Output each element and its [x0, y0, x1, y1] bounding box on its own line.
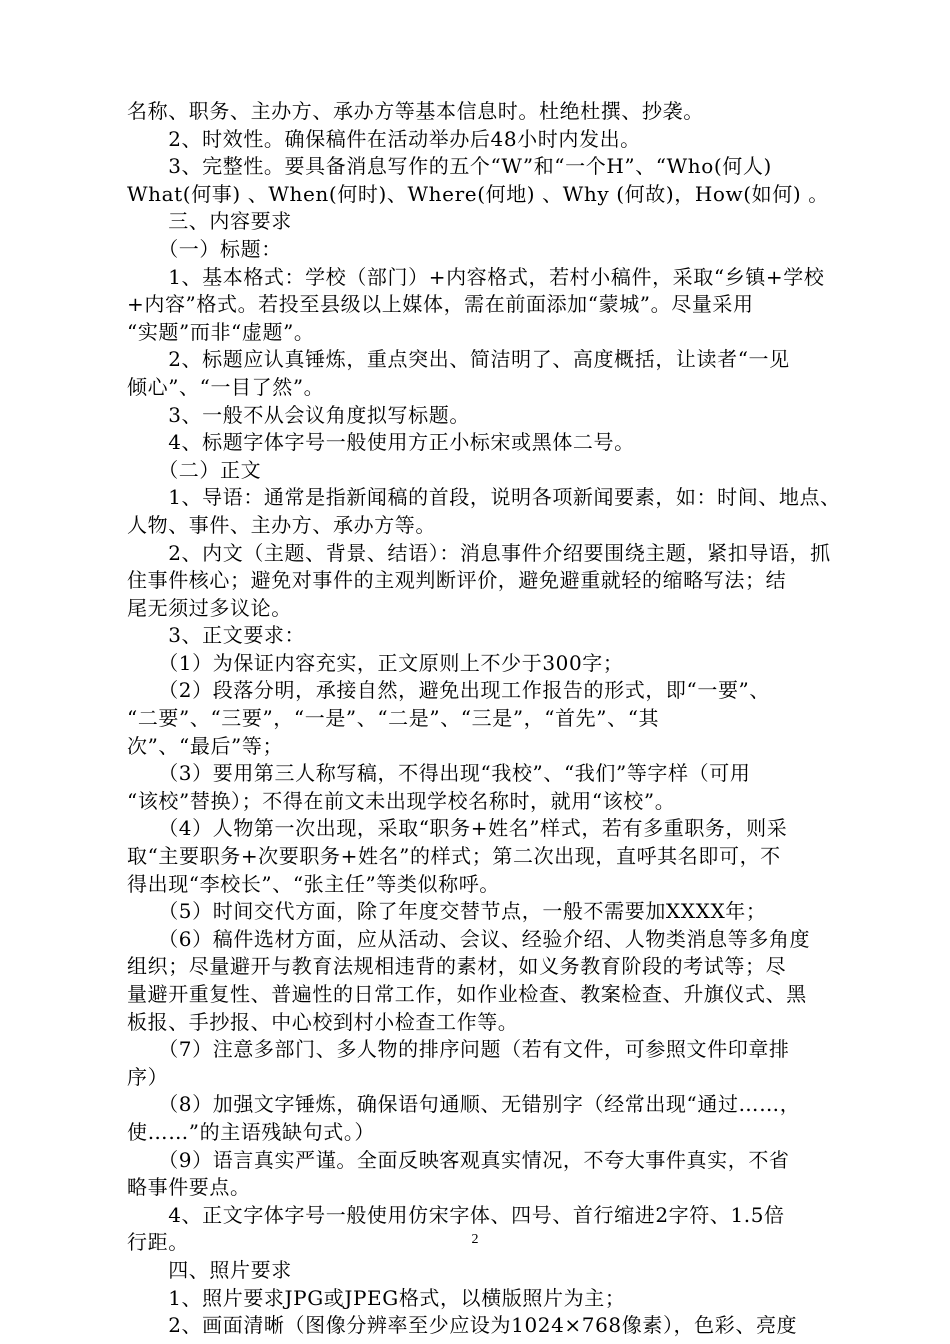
text-line: （3）要用第三人称写稿，不得出现“我校”、“我们”等字样（可用 — [127, 761, 751, 786]
text-line: 住事件核心；避免对事件的主观判断评价，避免避重就轻的缩略写法；结 — [127, 568, 787, 593]
text-line: 3、完整性。要具备消息写作的五个“W”和“一个H”、“Who(何人) — [127, 154, 772, 179]
text-line: 2、时效性。确保稿件在活动举办后48小时内发出。 — [127, 126, 641, 151]
text-line: 板报、手抄报、中心校到村小检查工作等。 — [127, 1009, 519, 1034]
text-line: 2、画面清晰（图像分辨率至少应设为1024×768像素），色彩、亮度 — [127, 1313, 798, 1338]
text-line: （1）为保证内容充实，正文原则上不少于300字； — [127, 650, 624, 675]
text-line: “二要”、“三要”，“一是”、“二是”、“三是”，“首先”、“其 — [127, 706, 660, 731]
text-line: 1、照片要求JPG或JPEG格式，以横版照片为主； — [127, 1285, 626, 1310]
text-line: 次”、“最后”等； — [127, 733, 284, 758]
text-line: （2）段落分明，承接自然，避免出现工作报告的形式，即“一要”、 — [127, 678, 770, 703]
text-line: 3、正文要求： — [127, 623, 306, 648]
text-line: 2、内文（主题、背景、结语）：消息事件介绍要围绕主题，紧扣导语，抓 — [127, 540, 831, 565]
text-line: （一）标题： — [127, 236, 282, 261]
text-line: 组织；尽量避开与教育法规相违背的素材，如义务教育阶段的考试等；尽 — [127, 954, 787, 979]
text-line: 四、照片要求 — [127, 1257, 292, 1282]
text-line: 略事件要点。 — [127, 1175, 251, 1200]
text-line: 三、内容要求 — [127, 209, 292, 234]
text-line: 4、正文字体字号一般使用仿宋字体、四号、首行缩进2字符、1.5倍 — [127, 1202, 785, 1227]
text-line: （4）人物第一次出现，采取“职务+姓名”样式，若有多重职务，则采 — [127, 816, 788, 841]
page-number: 2 — [471, 1232, 479, 1247]
text-line: （8）加强文字锤炼，确保语句通顺、无错别字（经常出现“通过……， — [127, 1092, 801, 1117]
text-line: “该校”替换）；不得在前文未出现学校名称时，就用“该校”。 — [127, 788, 676, 813]
text-line: 倾心”、“一目了然”。 — [127, 374, 325, 399]
text-line: 1、导语：通常是指新闻稿的首段，说明各项新闻要素，如：时间、地点、 — [127, 485, 841, 510]
text-line: 使……”的主语残缺句式。） — [127, 1119, 376, 1144]
text-line: （7）注意多部门、多人物的排序问题（若有文件，可参照文件印章排 — [127, 1037, 790, 1062]
text-line: （9）语言真实严谨。全面反映客观真实情况，不夸大事件真实，不省 — [127, 1147, 790, 1172]
text-line: 取“主要职务+次要职务+姓名”的样式；第二次出现，直呼其名即可，不 — [127, 844, 781, 869]
text-line: 1、基本格式：学校（部门）+内容格式，若村小稿件，采取“乡镇+学校 — [127, 264, 825, 289]
text-line: 得出现“李校长”、“张主任”等类似称呼。 — [127, 871, 500, 896]
text-line: 尾无须过多议论。 — [127, 595, 292, 620]
text-line: 2、标题应认真锤炼，重点突出、简洁明了、高度概括，让读者“一见 — [127, 347, 790, 372]
text-line: “实题”而非“虚题”。 — [127, 319, 315, 344]
text-line: 人物、事件、主办方、承办方等。 — [127, 512, 436, 537]
text-line: （6）稿件选材方面，应从活动、会议、经验介绍、人物类消息等多角度 — [127, 926, 811, 951]
text-line: 序） — [127, 1064, 169, 1089]
text-line: （二）正文 — [127, 457, 262, 482]
text-line: （5）时间交代方面，除了年度交替节点，一般不需要加XXXX年； — [127, 899, 767, 924]
text-line: 量避开重复性、普遍性的日常工作，如作业检查、教案检查、升旗仪式、黑 — [127, 982, 807, 1006]
text-line: 4、标题字体字号一般使用方正小标宋或黑体二号。 — [127, 430, 635, 455]
text-line: 3、一般不从会议角度拟写标题。 — [127, 402, 470, 427]
text-line: +内容”格式。若投至县级以上媒体，需在前面添加“蒙城”。尽量采用 — [127, 292, 754, 317]
text-line: What(何事) 、When(何时)、Where(何地) 、Why (何故)，How(如何) 。 — [127, 181, 829, 206]
document-body — [127, 98, 841, 1340]
text-line: 行距。 — [127, 1230, 189, 1255]
text-line: 名称、职务、主办方、承办方等基本信息时。杜绝杜撰、抄袭。 — [127, 99, 704, 123]
